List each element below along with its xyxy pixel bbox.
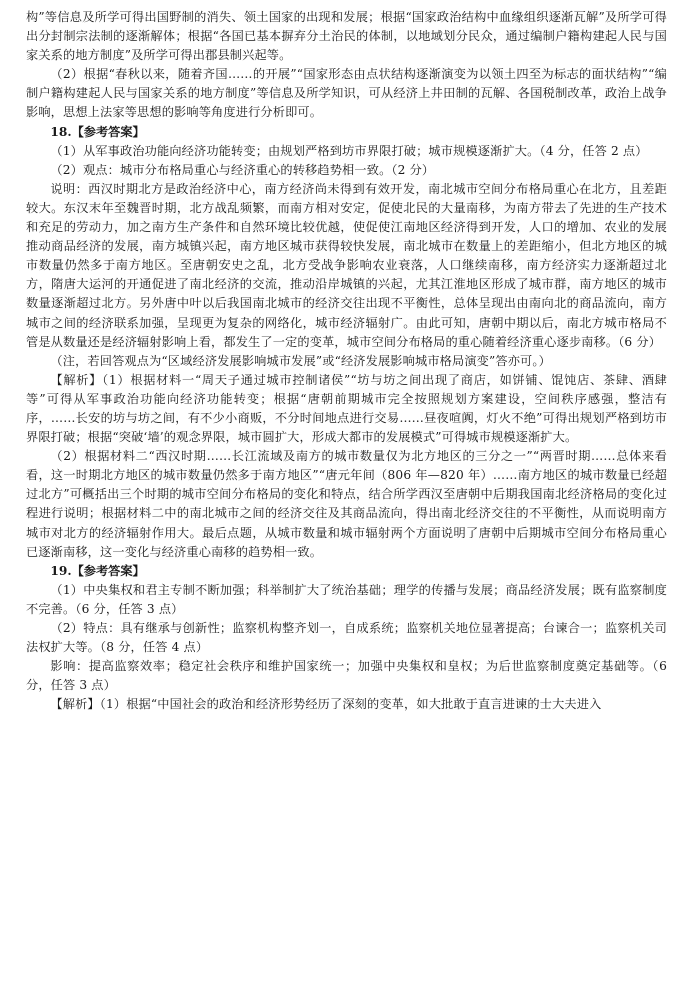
paragraph: 说明：西汉时期北方是政治经济中心，南方经济尚未得到有效开发，南北城市空间分布格局重心在北方，且差距较大。东汉末年至魏晋时期，北方战乱频繁，而南方相对安定，促使北民的大量南移，为南方带去了先进的生产技术和充足的劳动力，加之南方生产条件和自然环境比较优越，使促使江南地区经济得到开发，人口的增加、农业的发展推动商品经济的发展，南方城镇兴起，南方地区城市获得较快发展，南北城市在数量上的差距缩小，但北方地区的城市数量仍然多于南方地区。至唐朝安史之乱，北方受战争影响农业衰落，人口继续南移，南方经济实力逐渐超过北方，隋唐大运河的开通促进了南北经济的交流，推动沿岸城镇的兴起，尤其江淮地区形成了城市群，南方地区的城市数量逐渐超过北方。另外唐中叶以后我国南北城市的经济交往出现不平衡性，总体呈现出由南向北的商品流向，南方城市之间的经济联系加强，呈现更为复杂的网络化，城市经济辐射广。由此可知，唐朝中期以后，南北方城市格局不管是从数量还是经济辐射影响上看，都发生了一定的变革，城市空间分布格局的重心随着经济重心逐步南移。（6 分） [26, 181, 667, 349]
paragraph-analysis: 【解析】（1）根据“中国社会的政治和经济形势经历了深刻的变革，如大批敢于直言进谏的士大夫进入 [50, 697, 602, 712]
paragraph: （1）从军事政治功能向经济功能转变；由规划严格到坊市界限打破；城市规模逐渐扩大。（4 分，任答 2 点） [50, 143, 648, 158]
paragraph: （1）中央集权和君主专制不断加强；科举制扩大了统治基础；理学的传播与发展；商品经济发展；既有监察制度不完善。（6 分，任答 3 点） [26, 582, 667, 616]
paragraph-analysis: （2）根据材料二“西汉时期……长江流域及南方的城市数量仅为北方地区的三分之一”“两晋时期……总体来看看，这一时期北方地区的城市数量仍然多于南方地区”“唐元年间（806 年—820 年）……南方地区的城市数量已经超过北方”可概括出三个时期的城市空间分布格局的变化和特点，结合所学西汉至唐朝中后期我国南北经济格局的变化过程进行说明；根据材料二中的南北城市之间的经济交往及其商品流向，得出南北经济交往的不平衡性，从而说明南方城市对北方的经济辐射作用大。最后点题，从城市数量和城市辐射两个方面说明了唐朝中后期城市空间分布格局重心已逐渐南移，这一变化与经济重心南移的趋势相一致。 [26, 449, 667, 559]
paragraph-note: （注，若回答观点为“区域经济发展影响城市发展”或“经济发展影响城市格局演变”答亦可。） [50, 353, 551, 368]
paragraph-analysis: 【解析】（1）根据材料一“周天子通过城市控制诸侯”“坊与坊之间出现了商店，如饼铺、馄饨店、茶肆、酒肆等”可得从军事政治功能向经济功能转变；根据“唐朝前期城市完全按照规划方案建设，空间秩序感强，整洁有序，……长安的坊与坊之间，有不少小商贩，不分时间地点进行交易……昼夜喧阗，灯火不绝”可得出规划严格到坊市界限打破；根据“突破‘墙’的观念界限，城市圆扩大，形成大都市的发展模式”可得城市规模逐渐扩大。 [26, 372, 667, 445]
answer-heading-18: 18.【参考答案】 [50, 124, 145, 139]
answer-heading-19: 19.【参考答案】 [50, 563, 145, 578]
paragraph: （2）观点：城市分布格局重心与经济重心的转移趋势相一致。（2 分） [50, 162, 435, 177]
paragraph: 影响：提高监察效率；稳定社会秩序和维护国家统一；加强中央集权和皇权；为后世监察制度奠定基础等。（6 分，任答 3 点） [26, 659, 667, 693]
paragraph: （2）根据“春秋以来，随着齐国……的开展”“国家形态由点状结构逐渐演变为以领土四至为标志的面状结构”“编制户籍构建起人民与国家关系的地方制度”等信息及所学知识，可从经济上井田制的瓦解、各国税制改革，政治上战争影响，思想上法家等思想的影响等角度进行分析即可。 [26, 67, 667, 120]
paragraph: 构”等信息及所学可得出国野制的消失、领土国家的出现和发展；根据“国家政治结构中血缘组织逐渐瓦解”及所学可得出分封制宗法制的逐渐解体；根据“各国已基本摒弃分土治民的体制，以地域划分民众，通过编制户籍构建起人民与国家关系的地方制度”及所学可得出郡县制兴起等。 [26, 10, 667, 63]
paragraph: （2）特点：具有继承与创新性；监察机构整齐划一，自成系统；监察机关地位显著提高；台谏合一；监察机关司法权扩大等。（8 分，任答 4 点） [26, 621, 667, 655]
